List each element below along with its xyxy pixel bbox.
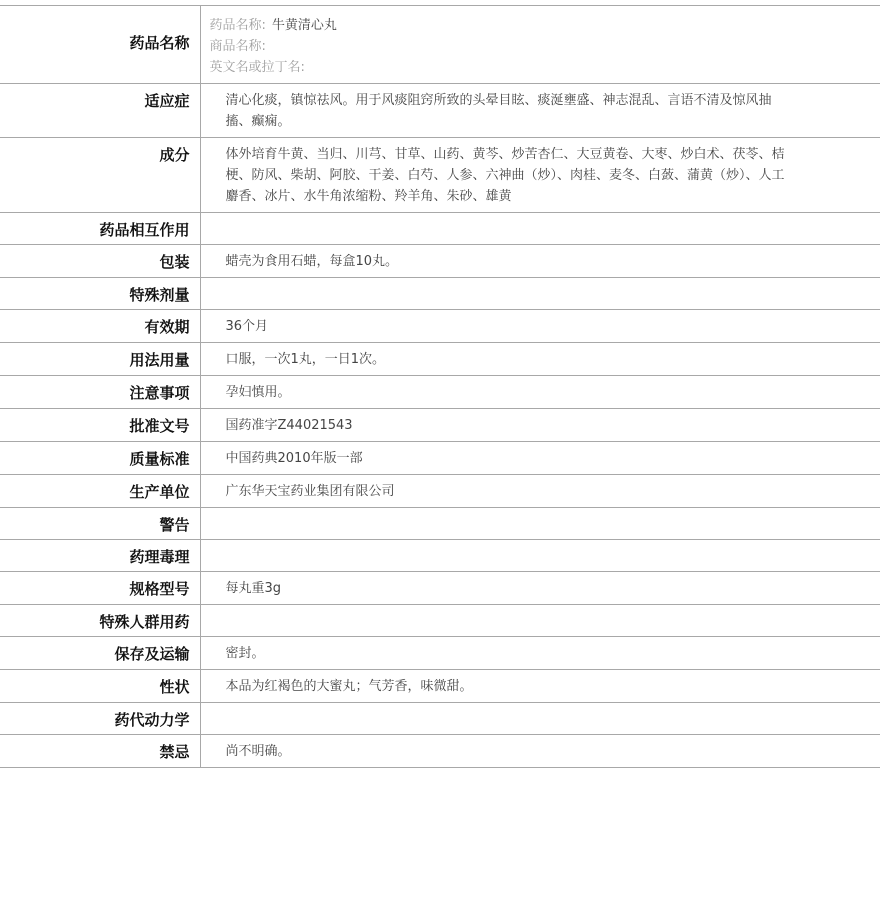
generic-name-value: 牛黄清心丸 (271, 18, 337, 33)
row-value: 尚不明确。 (225, 744, 291, 759)
row-pharmacokinetics (0, 703, 880, 735)
row-special-populations (0, 605, 880, 637)
row-value (200, 508, 880, 540)
row-value (200, 213, 880, 245)
row-value (200, 605, 880, 637)
row-value: 本品为红褐色的大蜜丸；气芳香，味微甜。 (225, 679, 473, 694)
row-pharmacology (0, 540, 880, 572)
row-label: 质量标准 (0, 442, 200, 475)
row-quality-standard (0, 442, 880, 475)
row-value: 清心化痰，镇惊祛风。用于风痰阻窍所致的头晕目眩、痰涎壅盛、神志混乱、言语不清及惊风抽搐、癫痫。 (225, 93, 772, 129)
row-label: 用法用量 (0, 343, 200, 376)
row-value (200, 278, 880, 310)
row-label: 药品名称 (0, 6, 200, 84)
row-ingredients (0, 138, 880, 213)
row-value: 每丸重3g (225, 581, 282, 596)
generic-name-line (210, 15, 861, 36)
row-label: 注意事项 (0, 376, 200, 409)
row-label: 禁忌 (0, 735, 200, 768)
latin-name-line (210, 57, 861, 78)
row-value: 孕妇慎用。 (225, 385, 291, 400)
row-label: 有效期 (0, 310, 200, 343)
row-label: 特殊剂量 (0, 278, 200, 310)
row-warning (0, 508, 880, 540)
row-label: 生产单位 (0, 475, 200, 508)
row-label: 药代动力学 (0, 703, 200, 735)
row-value: 36个月 (225, 319, 269, 334)
row-storage (0, 637, 880, 670)
row-label: 药理毒理 (0, 540, 200, 572)
generic-name-key: 药品名称: (209, 18, 266, 33)
row-value: 口服，一次1丸，一日1次。 (225, 352, 386, 367)
row-interactions (0, 213, 880, 245)
row-value: 广东华天宝药业集团有限公司 (225, 484, 395, 499)
row-label: 保存及运输 (0, 637, 200, 670)
trade-name-key: 商品名称: (209, 39, 266, 54)
row-contraindications (0, 735, 880, 768)
drug-info-table (0, 5, 880, 768)
row-value: 中国药典2010年版一部 (225, 451, 363, 466)
row-special-dosage (0, 278, 880, 310)
row-label: 警告 (0, 508, 200, 540)
row-label: 包装 (0, 245, 200, 278)
row-manufacturer (0, 475, 880, 508)
row-shelf-life (0, 310, 880, 343)
row-label: 性状 (0, 670, 200, 703)
row-specification (0, 572, 880, 605)
row-drug-name (0, 6, 880, 84)
row-approval-number (0, 409, 880, 442)
drug-name-block (200, 6, 880, 84)
row-label: 规格型号 (0, 572, 200, 605)
latin-name-key: 英文名或拉丁名: (209, 60, 305, 75)
row-indications (0, 84, 880, 138)
row-packaging (0, 245, 880, 278)
trade-name-line (210, 36, 861, 57)
row-precautions (0, 376, 880, 409)
row-value: 密封。 (225, 646, 265, 661)
row-value: 国药准字Z44021543 (225, 418, 353, 433)
row-usage-dosage (0, 343, 880, 376)
row-value: 体外培育牛黄、当归、川芎、甘草、山药、黄芩、炒苦杏仁、大豆黄卷、大枣、炒白术、茯苓、桔梗、防风、柴胡、阿胶、干姜、白芍、人参、六神曲（炒）、肉桂、麦冬、白蔹、蒲黄（炒）、人工麝香、冰片、水牛角浓缩粉、羚羊角、朱砂、雄黄 (225, 147, 785, 204)
row-label: 特殊人群用药 (0, 605, 200, 637)
row-value (200, 540, 880, 572)
row-label: 药品相互作用 (0, 213, 200, 245)
row-label: 成分 (0, 138, 200, 213)
row-label: 适应症 (0, 84, 200, 138)
row-description (0, 670, 880, 703)
row-value (200, 703, 880, 735)
row-label: 批准文号 (0, 409, 200, 442)
row-value: 蜡壳为食用石蜡，每盒10丸。 (225, 254, 399, 269)
